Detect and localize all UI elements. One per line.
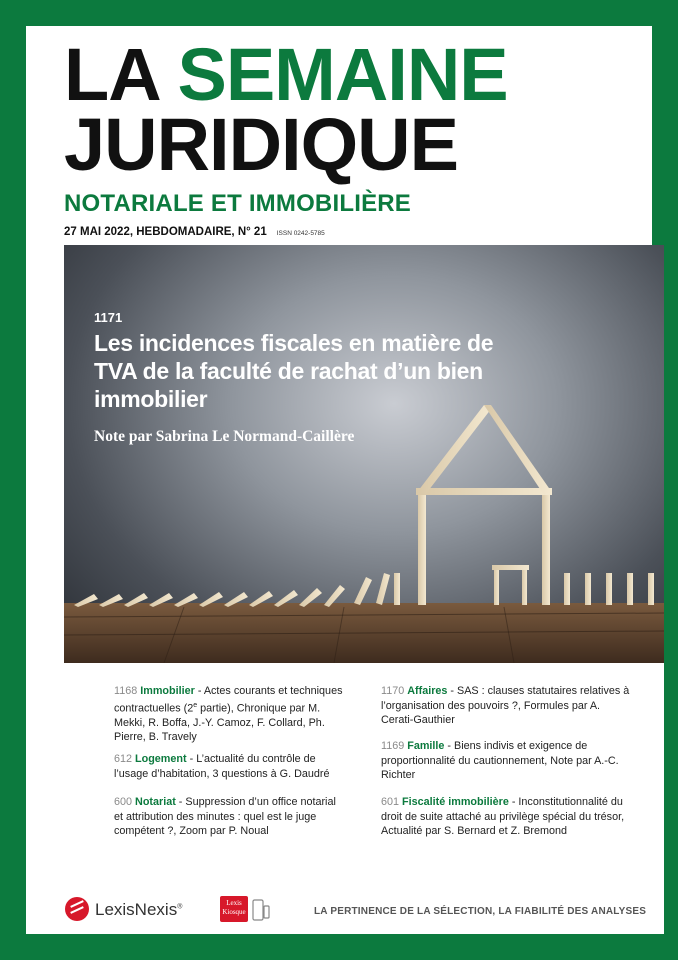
cover-article-author: Note par Sabrina Le Normand-Caillère [94, 428, 355, 445]
toc-item: 600 Notariat - Suppression d’un office notarial et attribution des minutes : quel est le juge compétent ?, Zoom par P. Noual [114, 796, 336, 837]
toc-item: 1168 Immobilier - Actes courants et techniques contractuelles (2e partie), Chronique par M. Mekki, R. Boffa, J.-Y. Camoz, F. Collard, Ph. Pierre, B. Travely [114, 685, 343, 744]
green-frame-right-lower [664, 245, 678, 960]
masthead-semaine: SEMAINE [177, 33, 508, 116]
issue-dateline: 27 MAI 2022, HEBDOMADAIRE, N° 21 ISSN 0242-5785 [64, 226, 325, 238]
cover-article-title: Les incidences fiscales en matière de TVA de la faculté de rachat d’un bien immobilier [94, 330, 494, 412]
masthead-title-line2: JURIDIQUE [64, 103, 458, 186]
green-frame-left [0, 0, 26, 960]
devices-icon [252, 899, 270, 921]
green-frame-top [0, 0, 678, 26]
publisher-name: LexisNexis® [95, 900, 183, 919]
toc-item: 612 Logement - L’actualité du contrôle de l’usage d’habitation, 3 questions à G. Daudré [114, 753, 330, 780]
cover-photo [64, 245, 664, 663]
issn: ISSN 0242-5785 [276, 230, 325, 237]
lexisnexis-logo-icon [65, 897, 89, 921]
toc-item: 601 Fiscalité immobilière - Inconstitutionnalité du droit de suite attaché au privilège spécial du trésor, Actualité par S. Bernard et Z. Bremond [381, 796, 625, 837]
house-domino-illustration [64, 245, 664, 663]
green-frame-bottom [0, 934, 678, 960]
toc-item: 1170 Affaires - SAS : clauses statutaires relatives à l’organisation des pouvoirs ?, Formules par A. Cerati-Gauthier [381, 685, 630, 726]
toc-item: 1169 Famille - Biens indivis et exigence de proportionnalité du cautionnement, Note par A.-C. Richter [381, 740, 619, 781]
lexis-kiosque-badge: Lexis Kiosque [220, 896, 248, 922]
masthead-title-line1: LA SEMAINE [64, 33, 508, 116]
masthead-subtitle: NOTARIALE ET IMMOBILIÈRE [64, 190, 412, 217]
green-frame-right [652, 0, 678, 245]
footer-tagline: LA PERTINENCE DE LA SÉLECTION, LA FIABILITÉ DES ANALYSES [314, 906, 647, 917]
cover-article-number: 1171 [94, 310, 123, 325]
